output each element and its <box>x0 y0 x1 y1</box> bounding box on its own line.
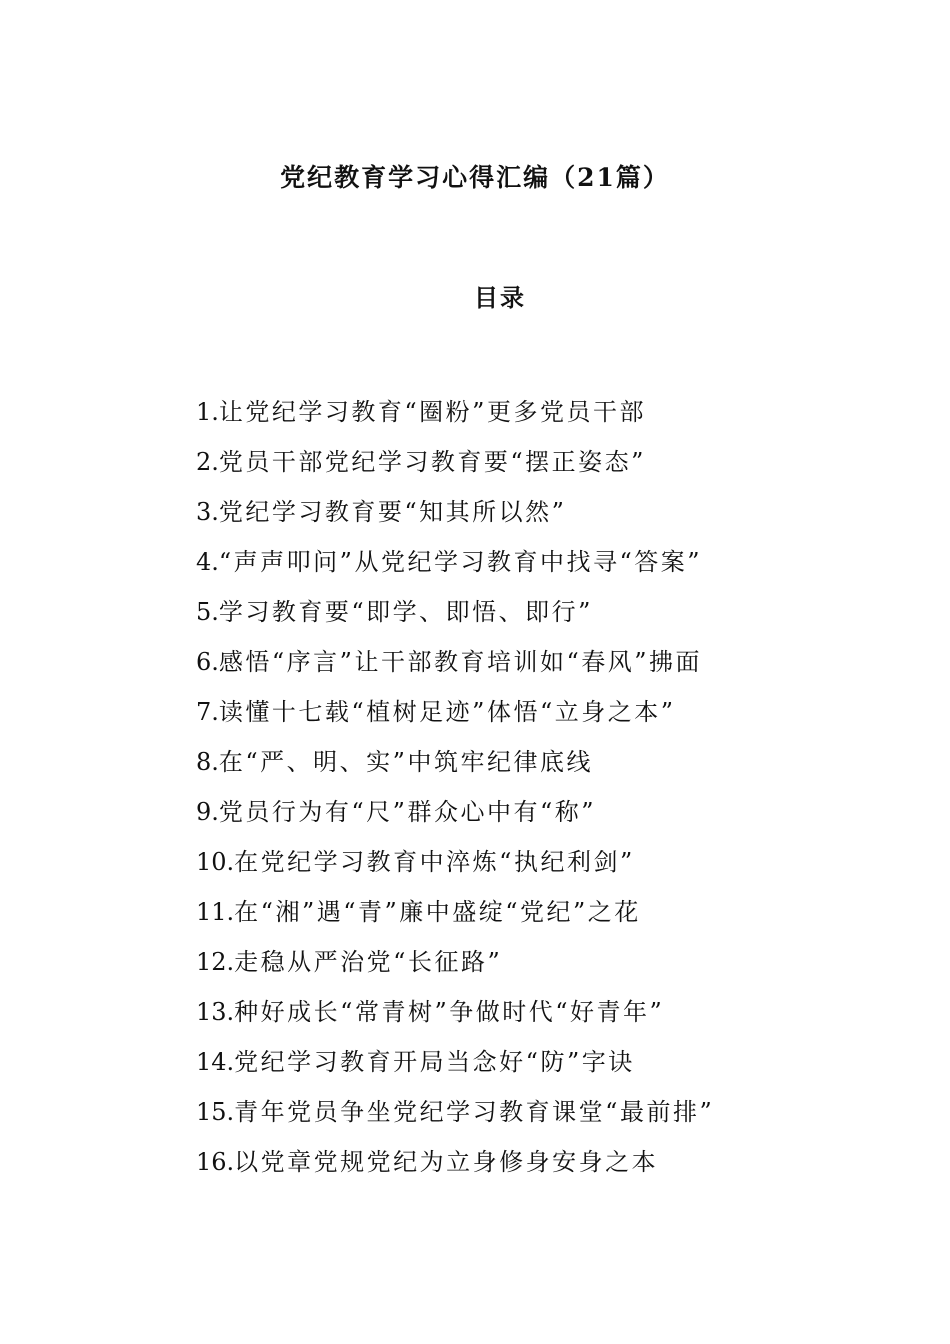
toc-item-number: 3. <box>196 498 219 526</box>
toc-item-number: 8. <box>196 748 219 776</box>
toc-item-text: 党员干部党纪学习教育要“摆正姿态” <box>218 448 646 476</box>
toc-item-number: 6. <box>196 648 219 676</box>
toc-item[interactable] <box>196 1043 816 1093</box>
document-title: 党纪教育学习心得汇编（21篇） <box>280 163 670 192</box>
toc-item-number: 7. <box>196 698 219 726</box>
toc-item[interactable] <box>196 643 816 693</box>
toc-item-number: 12. <box>196 948 235 976</box>
toc-item-number: 1. <box>196 398 219 426</box>
toc-item-number: 14. <box>196 1048 235 1076</box>
toc-item-text: “声声叩问”从党纪学习教育中找寻“答案” <box>218 548 702 576</box>
toc-item-text: 种好成长“常青树”争做时代“好青年” <box>234 998 665 1026</box>
toc-item-text: 党纪学习教育要“知其所以然” <box>218 498 567 526</box>
toc-item-text: 让党纪学习教育“圈粉”更多党员干部 <box>218 398 646 426</box>
toc-item[interactable] <box>196 1093 816 1143</box>
toc-item-text: 以党章党规党纪为立身修身安身之本 <box>234 1148 659 1176</box>
toc-item[interactable] <box>196 393 816 443</box>
toc-item[interactable] <box>196 1143 816 1193</box>
toc-item-number: 15. <box>196 1098 235 1126</box>
toc-item-number: 4. <box>196 548 219 576</box>
toc-item-text: 走稳从严治党“长征路” <box>234 948 503 976</box>
toc-item[interactable] <box>196 593 816 643</box>
toc-item[interactable] <box>196 793 816 843</box>
toc-item-number: 2. <box>196 448 219 476</box>
toc-item-number: 5. <box>196 598 219 626</box>
toc-heading: 目录 <box>474 283 526 312</box>
toc-list <box>196 393 816 1193</box>
toc-item-text: 在“湘”遇“青”廉中盛绽“党纪”之花 <box>234 898 641 926</box>
toc-item[interactable] <box>196 743 816 793</box>
toc-item[interactable] <box>196 693 816 743</box>
toc-item[interactable] <box>196 843 816 893</box>
toc-item[interactable] <box>196 993 816 1043</box>
toc-item-text: 学习教育要“即学、即悟、即行” <box>218 598 593 626</box>
toc-item[interactable] <box>196 543 816 593</box>
toc-item-text: 在党纪学习教育中淬炼“执纪利剑” <box>234 848 635 876</box>
toc-item-number: 10. <box>196 848 235 876</box>
toc-item-number: 9. <box>196 798 219 826</box>
toc-item[interactable] <box>196 893 816 943</box>
toc-item[interactable] <box>196 943 816 993</box>
toc-item-number: 16. <box>196 1148 235 1176</box>
toc-item-text: 读懂十七载“植树足迹”体悟“立身之本” <box>218 698 676 726</box>
toc-item[interactable] <box>196 443 816 493</box>
toc-item-text: 青年党员争坐党纪学习教育课堂“最前排” <box>234 1098 715 1126</box>
toc-item-text: 在“严、明、实”中筑牢纪律底线 <box>218 748 593 776</box>
toc-item-text: 党纪学习教育开局当念好“防”字诀 <box>234 1048 635 1076</box>
toc-item-text: 党员行为有“尺”群众心中有“称” <box>218 798 596 826</box>
toc-item-number: 13. <box>196 998 235 1026</box>
toc-item-text: 感悟“序言”让干部教育培训如“春风”拂面 <box>218 648 702 676</box>
toc-item[interactable] <box>196 493 816 543</box>
toc-item-number: 11. <box>196 898 235 926</box>
